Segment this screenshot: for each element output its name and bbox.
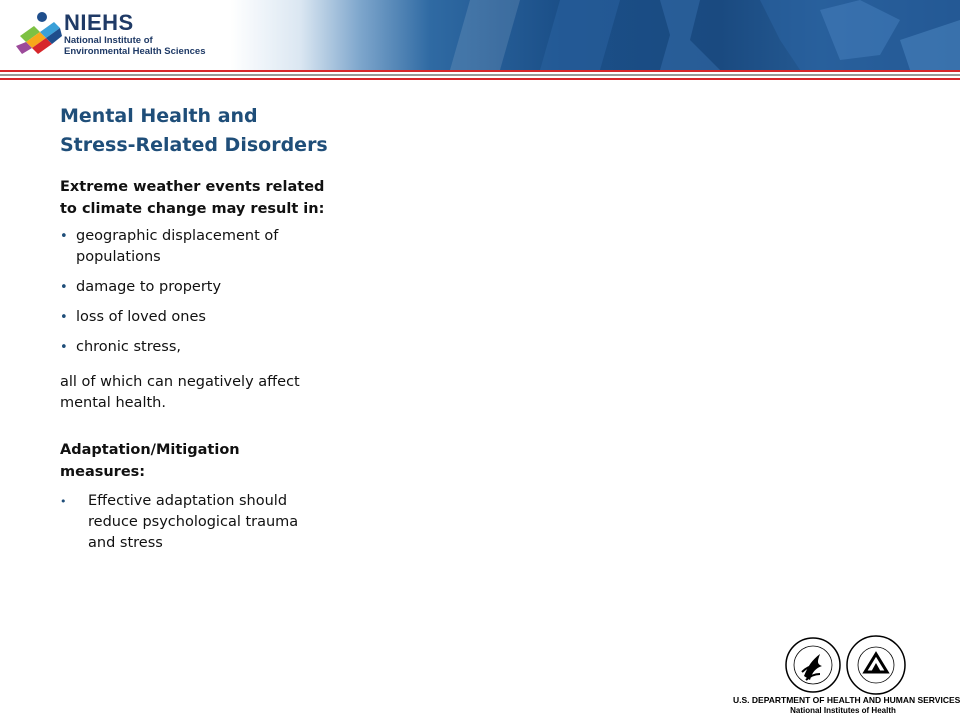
list-item-line1: geographic displacement of (76, 228, 279, 244)
lead-line2: to climate change may result in: (60, 201, 325, 217)
list-item (60, 491, 350, 554)
summary-paragraph (60, 372, 360, 414)
list-item (60, 277, 350, 298)
list-item-line2: populations (76, 249, 161, 265)
adaptation-list (60, 491, 350, 554)
list-item-text: damage to property (76, 279, 222, 295)
list-item (60, 307, 350, 328)
list-item-line3: and stress (88, 535, 163, 551)
list-item-text: chronic stress, (76, 339, 181, 355)
list-item (60, 337, 350, 358)
lead-line1: Extreme weather events related (60, 179, 325, 195)
nih-seal-icon (845, 634, 907, 696)
list-item (60, 226, 350, 268)
logo-subtitle-line1: National Institute of (64, 35, 153, 46)
bullet-icon: • (60, 310, 68, 325)
hhs-seal-icon (784, 636, 842, 694)
niehs-logo-icon (14, 10, 64, 62)
list-item-line1: Effective adaptation should (88, 493, 288, 509)
list-item-text: loss of loved ones (76, 309, 206, 325)
footer-nih: National Institutes of Health (790, 706, 896, 715)
effects-list (60, 226, 350, 367)
adaptation-heading (60, 439, 310, 483)
header-stripes (0, 70, 960, 80)
adaptation-line2: measures: (60, 464, 146, 480)
slide-title-line2: Stress-Related Disorders (60, 134, 328, 156)
bullet-icon: • (60, 280, 68, 295)
bullet-icon: • (60, 229, 68, 244)
header-banner (0, 0, 960, 70)
adaptation-line1: Adaptation/Mitigation (60, 442, 240, 458)
list-item-line2: reduce psychological trauma (88, 514, 299, 530)
logo-subtitle (64, 35, 206, 57)
footer-department: U.S. DEPARTMENT OF HEALTH AND HUMAN SERVICES (733, 695, 960, 705)
lead-text (60, 176, 360, 220)
logo-name: NIEHS (64, 10, 134, 35)
bullet-icon: • (60, 495, 67, 508)
slide-title (60, 102, 380, 160)
slide-title-line1: Mental Health and (60, 105, 258, 127)
logo-subtitle-line2: Environmental Health Sciences (64, 46, 206, 57)
bullet-icon: • (60, 340, 68, 355)
summary-line2: mental health. (60, 395, 166, 411)
summary-line1: all of which can negatively affect (60, 374, 300, 390)
